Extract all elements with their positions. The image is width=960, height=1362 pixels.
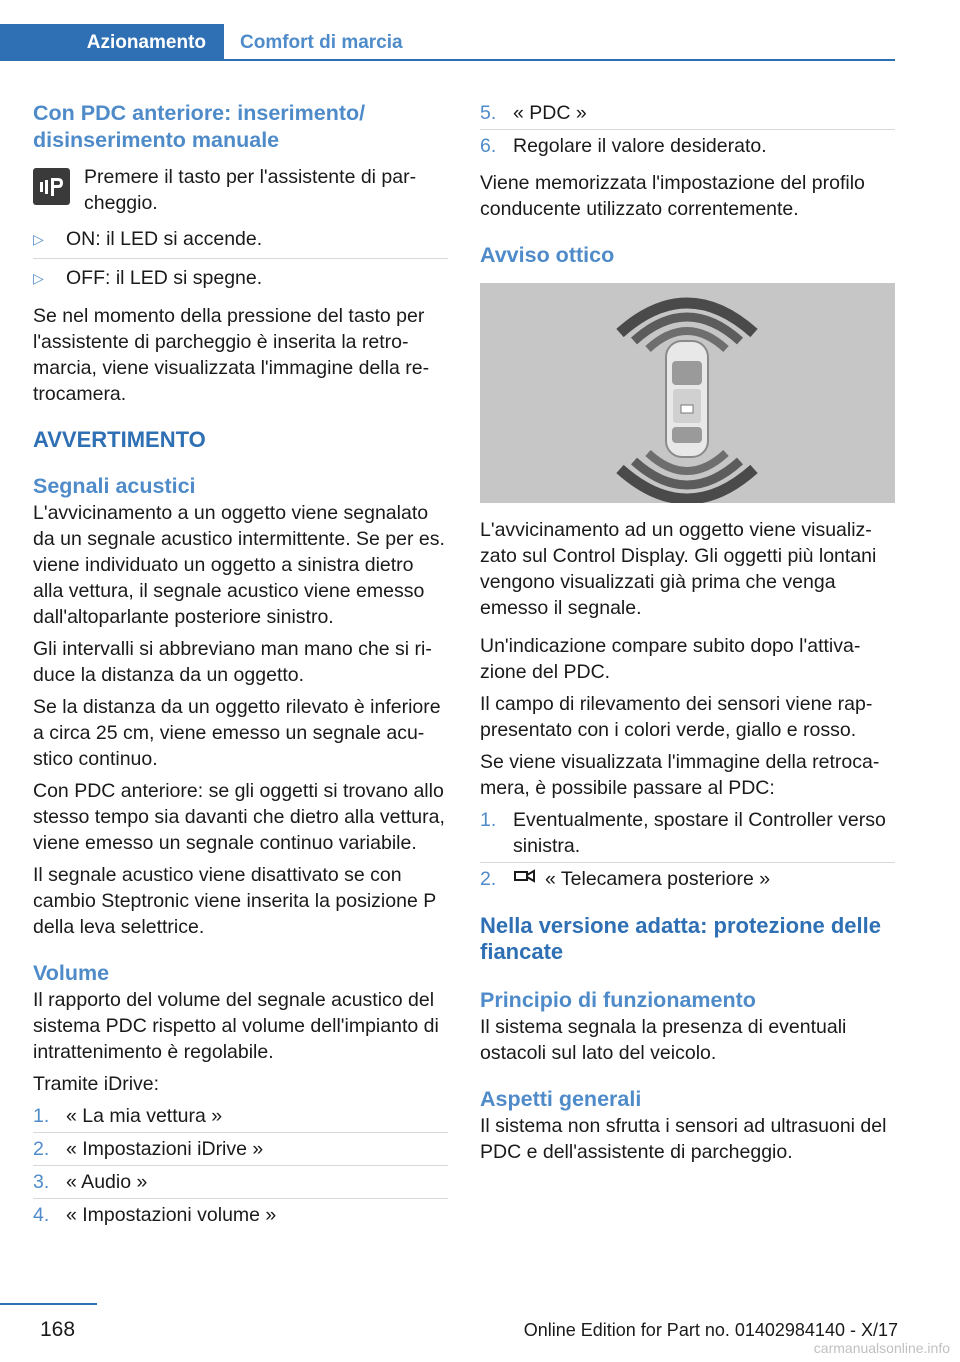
pdc-display-illustration — [480, 283, 895, 503]
header-bar — [0, 0, 895, 62]
list-item: 5. « PDC » — [480, 100, 895, 130]
rear-camera-icon — [513, 866, 539, 892]
heading-optic-warning: Avviso ottico — [480, 243, 615, 267]
heading-acoustic-signals: Segnali acustici — [33, 474, 196, 498]
optic-paragraph-2: Un'indicazione compare subito dopo l'attivazione del PDC. — [480, 635, 861, 683]
volume-paragraph-1: Il rapporto del volume del segnale acustico del sistema PDC rispetto al volume dell'impianto di intrattenimento è regolabile. — [33, 989, 439, 1063]
volume-steps-continued — [480, 100, 895, 162]
heading-volume: Volume — [33, 961, 110, 985]
signals-paragraph-2: Gli intervalli si abbreviano man mano che si riduce la distanza da un oggetto. — [33, 638, 432, 686]
optic-paragraph-4: Se viene visualizzata l'immagine della retrocamera, è possibile passare al PDC: — [480, 751, 880, 799]
triangle-bullet-icon: ▷ — [33, 231, 44, 247]
footer-divider — [0, 1303, 97, 1305]
principle-paragraph: Il sistema segnala la presenza di eventuali ostacoli sul lato del veicolo. — [480, 1016, 847, 1064]
list-item: 6. Regolare il valore desiderato. — [480, 135, 767, 157]
volume-paragraph-2: Tramite iDrive: — [33, 1073, 160, 1095]
led-state-list — [33, 226, 448, 297]
list-item: ▷ OFF: il LED si spegne. — [33, 267, 263, 289]
reverse-gear-paragraph: Se nel momento della pressione del tasto per l'assistente di parcheggio è inserita la retromarcia, viene visualizzata l'immagine della retrocamera. — [33, 305, 430, 405]
volume-steps-list — [33, 1103, 448, 1231]
pdc-button-instruction — [33, 164, 448, 216]
header-divider — [0, 59, 895, 61]
heading-side-protection: Nella versione adatta: protezione delle fiancate — [480, 913, 882, 964]
list-item: 1. « La mia vettura » — [33, 1103, 448, 1133]
edition-label: Online Edition for Part no. 01402984140 - X/17 — [523, 1320, 898, 1340]
list-item: 1. Eventualmente, spostare il Controller verso sinistra. — [480, 807, 895, 863]
parking-assist-button-icon — [33, 168, 70, 205]
watermark: carmanualsonline.info — [813, 1340, 950, 1356]
triangle-bullet-icon: ▷ — [33, 270, 44, 286]
list-item: ▷ ON: il LED si accende. — [33, 226, 448, 259]
list-item: 2. « Telecamera posteriore » — [480, 868, 771, 890]
warning-heading: AVVERTIMENTO — [33, 427, 206, 452]
optic-paragraph-1: L'avvicinamento ad un oggetto viene visualizzato sul Control Display. Gli oggetti più lontani vengono visualizzati già prima che venga emesso il segnale. — [480, 519, 877, 619]
optic-paragraph-3: Il campo di rilevamento dei sensori viene rappresentato con i colori verde, giallo e rosso. — [480, 693, 873, 741]
heading-principle: Principio di funzionamento — [480, 988, 756, 1012]
camera-steps-list — [480, 807, 895, 895]
left-column — [33, 100, 448, 1239]
list-item: 2. « Impostazioni iDrive » — [33, 1136, 448, 1166]
list-item: 4. « Impostazioni volume » — [33, 1204, 277, 1226]
signals-paragraph-3: Se la distanza da un oggetto rilevato è inferiore a circa 25 cm, viene emesso un segnale acustico continuo. — [33, 696, 441, 770]
right-column — [480, 100, 895, 1171]
tab-azionamento[interactable]: Azionamento — [0, 24, 224, 61]
general-paragraph: Il sistema non sfrutta i sensori ad ultrasuoni del PDC e dell'assistente di parcheggio. — [480, 1115, 887, 1163]
list-item: 3. « Audio » — [33, 1169, 448, 1199]
page-number: 168 — [40, 1318, 76, 1341]
button-instruction-text: Premere il tasto per l'assistente di parcheggio. — [84, 166, 417, 214]
signals-paragraph-5: Il segnale acustico viene disattivato se con cambio Steptronic viene inserita la posizione P della leva selettrice. — [33, 864, 436, 938]
heading-general-aspects: Aspetti generali — [480, 1087, 642, 1111]
profile-paragraph: Viene memorizzata l'impostazione del profilo conducente utilizzato correntemente. — [480, 172, 865, 220]
tab-comfort-di-marcia[interactable]: Comfort di marcia — [240, 31, 403, 53]
heading-pdc-front: Con PDC anteriore: inserimento/ disinserimento manuale — [33, 101, 366, 152]
signals-paragraph-1: L'avvicinamento a un oggetto viene segnalato da un segnale acustico intermittente. Se per es. viene individuato un oggetto a sinistra dietro alla vettura, il segnale acustico viene emesso dall'altoparlante posteriore sinistro. — [33, 502, 445, 628]
signals-paragraph-4: Con PDC anteriore: se gli oggetti si trovano allo stesso tempo sia davanti che dietro alla vettura, viene emesso un segnale continuo variabile. — [33, 780, 445, 854]
